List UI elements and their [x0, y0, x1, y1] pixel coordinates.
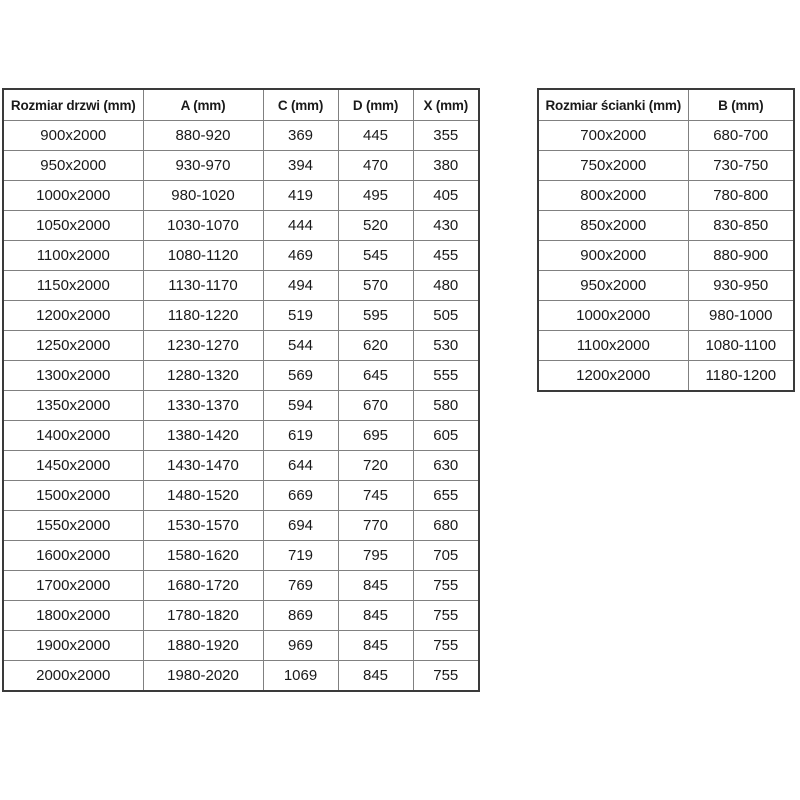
table-cell: 720	[338, 451, 413, 481]
table-row	[3, 301, 479, 331]
table-cell: 405	[413, 181, 479, 211]
table-cell: 430	[413, 211, 479, 241]
table-row	[538, 211, 794, 241]
table-cell: 800x2000	[538, 181, 688, 211]
table-cell: 455	[413, 241, 479, 271]
table-row	[538, 181, 794, 211]
table-cell: 545	[338, 241, 413, 271]
table-cell: 950x2000	[538, 271, 688, 301]
table-cell: 755	[413, 571, 479, 601]
table-cell: 644	[263, 451, 338, 481]
table-cell: 1300x2000	[3, 361, 143, 391]
table-cell: 1200x2000	[3, 301, 143, 331]
table-cell: 2000x2000	[3, 661, 143, 692]
table-cell: 1100x2000	[538, 331, 688, 361]
table-cell: 1380-1420	[143, 421, 263, 451]
table-cell: 645	[338, 361, 413, 391]
table-cell: 880-920	[143, 121, 263, 151]
table-cell: 1780-1820	[143, 601, 263, 631]
table-cell: 494	[263, 271, 338, 301]
table-row	[3, 481, 479, 511]
table-cell: 470	[338, 151, 413, 181]
table-row	[3, 241, 479, 271]
table-cell: 1700x2000	[3, 571, 143, 601]
table-row	[3, 391, 479, 421]
table-row	[3, 541, 479, 571]
table-cell: 445	[338, 121, 413, 151]
wall-sizes-table	[537, 88, 795, 392]
table-row	[3, 451, 479, 481]
table-cell: 745	[338, 481, 413, 511]
table-row	[3, 151, 479, 181]
table-cell: 669	[263, 481, 338, 511]
table-row	[538, 301, 794, 331]
table-cell: 795	[338, 541, 413, 571]
table-cell: 570	[338, 271, 413, 301]
table-row	[538, 121, 794, 151]
table-cell: 1000x2000	[538, 301, 688, 331]
table-cell: 1450x2000	[3, 451, 143, 481]
table-cell: 845	[338, 631, 413, 661]
table-cell: 544	[263, 331, 338, 361]
table-row	[538, 271, 794, 301]
table-row	[3, 211, 479, 241]
door-sizes-table	[2, 88, 480, 692]
column-header: X (mm)	[413, 89, 479, 121]
table-cell: 755	[413, 631, 479, 661]
table-cell: 930-950	[688, 271, 794, 301]
table-cell: 519	[263, 301, 338, 331]
table-cell: 1050x2000	[3, 211, 143, 241]
table-cell: 605	[413, 421, 479, 451]
table-cell: 480	[413, 271, 479, 301]
column-header: A (mm)	[143, 89, 263, 121]
table-cell: 1100x2000	[3, 241, 143, 271]
table-cell: 444	[263, 211, 338, 241]
table-cell: 530	[413, 331, 479, 361]
table-cell: 1980-2020	[143, 661, 263, 692]
table-row	[3, 601, 479, 631]
column-header: Rozmiar drzwi (mm)	[3, 89, 143, 121]
table-cell: 630	[413, 451, 479, 481]
table-cell: 930-970	[143, 151, 263, 181]
table-cell: 980-1000	[688, 301, 794, 331]
table-cell: 580	[413, 391, 479, 421]
table-cell: 1000x2000	[3, 181, 143, 211]
table-row	[538, 151, 794, 181]
table-cell: 1230-1270	[143, 331, 263, 361]
table-cell: 380	[413, 151, 479, 181]
table-row	[3, 121, 479, 151]
table-cell: 1600x2000	[3, 541, 143, 571]
table-cell: 1680-1720	[143, 571, 263, 601]
table-cell: 1280-1320	[143, 361, 263, 391]
table-cell: 1550x2000	[3, 511, 143, 541]
table-cell: 569	[263, 361, 338, 391]
table-cell: 1080-1100	[688, 331, 794, 361]
wall-table-header-row	[538, 89, 794, 121]
table-cell: 1180-1220	[143, 301, 263, 331]
table-cell: 1530-1570	[143, 511, 263, 541]
table-row	[3, 421, 479, 451]
table-cell: 750x2000	[538, 151, 688, 181]
table-row	[3, 181, 479, 211]
table-cell: 1250x2000	[3, 331, 143, 361]
table-cell: 495	[338, 181, 413, 211]
table-cell: 830-850	[688, 211, 794, 241]
table-cell: 900x2000	[3, 121, 143, 151]
table-cell: 1800x2000	[3, 601, 143, 631]
table-row	[3, 511, 479, 541]
table-cell: 1580-1620	[143, 541, 263, 571]
table-cell: 1200x2000	[538, 361, 688, 392]
table-row	[3, 661, 479, 692]
column-header: Rozmiar ścianki (mm)	[538, 89, 688, 121]
door-table-header-row	[3, 89, 479, 121]
table-row	[538, 361, 794, 392]
table-cell: 1350x2000	[3, 391, 143, 421]
table-cell: 520	[338, 211, 413, 241]
table-cell: 780-800	[688, 181, 794, 211]
table-cell: 845	[338, 661, 413, 692]
table-cell: 619	[263, 421, 338, 451]
table-cell: 620	[338, 331, 413, 361]
column-header: B (mm)	[688, 89, 794, 121]
table-cell: 1150x2000	[3, 271, 143, 301]
table-cell: 969	[263, 631, 338, 661]
table-cell: 670	[338, 391, 413, 421]
table-cell: 980-1020	[143, 181, 263, 211]
door-table-body	[3, 121, 479, 692]
table-cell: 680	[413, 511, 479, 541]
table-cell: 394	[263, 151, 338, 181]
table-row	[3, 271, 479, 301]
table-cell: 680-700	[688, 121, 794, 151]
table-cell: 845	[338, 601, 413, 631]
table-cell: 1900x2000	[3, 631, 143, 661]
table-cell: 1080-1120	[143, 241, 263, 271]
table-cell: 850x2000	[538, 211, 688, 241]
table-cell: 594	[263, 391, 338, 421]
table-cell: 695	[338, 421, 413, 451]
table-cell: 419	[263, 181, 338, 211]
table-row	[3, 331, 479, 361]
table-cell: 469	[263, 241, 338, 271]
table-cell: 719	[263, 541, 338, 571]
table-cell: 369	[263, 121, 338, 151]
table-row	[538, 331, 794, 361]
table-cell: 355	[413, 121, 479, 151]
table-cell: 655	[413, 481, 479, 511]
column-header: C (mm)	[263, 89, 338, 121]
table-cell: 755	[413, 661, 479, 692]
table-cell: 1400x2000	[3, 421, 143, 451]
table-cell: 1130-1170	[143, 271, 263, 301]
table-cell: 700x2000	[538, 121, 688, 151]
table-cell: 950x2000	[3, 151, 143, 181]
table-cell: 595	[338, 301, 413, 331]
table-cell: 1480-1520	[143, 481, 263, 511]
table-cell: 1430-1470	[143, 451, 263, 481]
column-header: D (mm)	[338, 89, 413, 121]
table-row	[3, 571, 479, 601]
table-row	[3, 631, 479, 661]
table-cell: 755	[413, 601, 479, 631]
table-cell: 1880-1920	[143, 631, 263, 661]
table-cell: 869	[263, 601, 338, 631]
table-cell: 694	[263, 511, 338, 541]
table-cell: 770	[338, 511, 413, 541]
table-cell: 1030-1070	[143, 211, 263, 241]
table-cell: 1500x2000	[3, 481, 143, 511]
table-row	[538, 241, 794, 271]
table-cell: 1330-1370	[143, 391, 263, 421]
table-cell: 1069	[263, 661, 338, 692]
table-row	[3, 361, 479, 391]
table-cell: 555	[413, 361, 479, 391]
table-cell: 900x2000	[538, 241, 688, 271]
table-cell: 505	[413, 301, 479, 331]
table-cell: 705	[413, 541, 479, 571]
table-cell: 845	[338, 571, 413, 601]
table-cell: 769	[263, 571, 338, 601]
wall-table-body	[538, 121, 794, 392]
table-cell: 1180-1200	[688, 361, 794, 392]
table-cell: 730-750	[688, 151, 794, 181]
table-cell: 880-900	[688, 241, 794, 271]
